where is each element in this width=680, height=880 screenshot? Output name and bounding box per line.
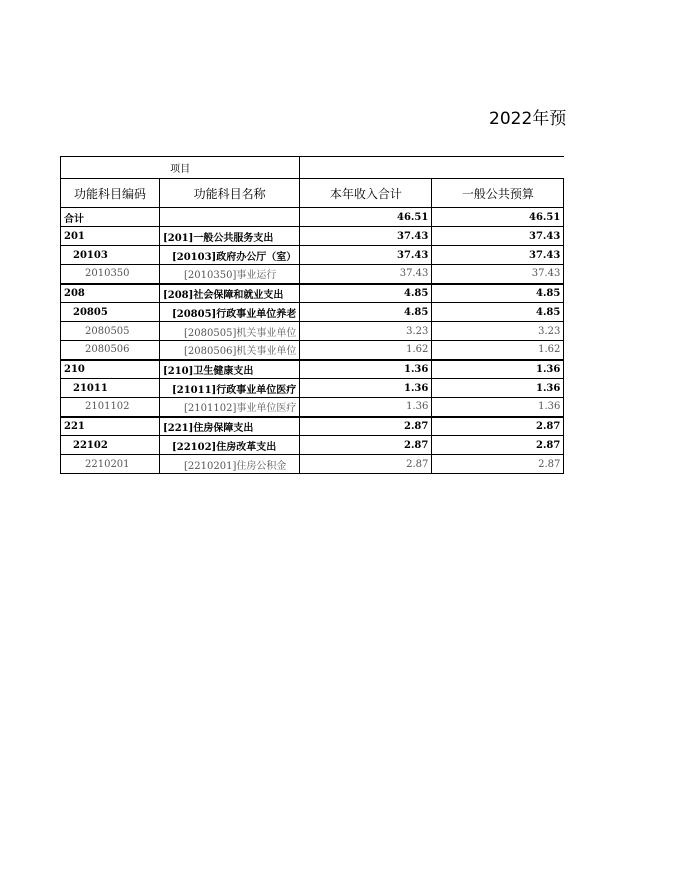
cell-general: 2.87 (432, 417, 564, 436)
cell-name: [210]卫生健康支出 (160, 360, 300, 379)
cell-code: 221 (61, 417, 160, 436)
cell-code: 2101102 (61, 398, 160, 417)
cell-code: 210 (61, 360, 160, 379)
cell-general: 37.43 (432, 265, 564, 284)
table-row (61, 265, 564, 284)
table-row (61, 398, 564, 417)
cell-general: 1.36 (432, 360, 564, 379)
cell-general: 3.23 (432, 322, 564, 341)
cell-code: 21011 (61, 379, 160, 398)
cell-total: 1.36 (300, 398, 432, 417)
cell-code: 2010350 (61, 265, 160, 284)
budget-table (60, 156, 564, 474)
cell-general: 37.43 (432, 227, 564, 246)
cell-code: 2210201 (61, 455, 160, 474)
table-row (61, 227, 564, 246)
cell-total: 4.85 (300, 303, 432, 322)
cell-general: 46.51 (432, 208, 564, 227)
cell-general: 4.85 (432, 303, 564, 322)
cell-code: 208 (61, 284, 160, 303)
cell-name (160, 208, 300, 227)
table-row (61, 208, 564, 227)
header-group-empty (300, 157, 564, 179)
cell-code: 2080505 (61, 322, 160, 341)
cell-general: 1.36 (432, 398, 564, 417)
cell-total: 1.62 (300, 341, 432, 360)
cell-name: [22102]住房改革支出 (160, 436, 300, 455)
cell-general: 4.85 (432, 284, 564, 303)
header-row-columns (61, 179, 564, 208)
header-total: 本年收入合计 (300, 179, 432, 208)
table-row (61, 455, 564, 474)
cell-total: 2.87 (300, 455, 432, 474)
cell-total: 37.43 (300, 265, 432, 284)
cell-code: 22102 (61, 436, 160, 455)
table-row (61, 360, 564, 379)
cell-name: [201]一般公共服务支出 (160, 227, 300, 246)
table-row (61, 246, 564, 265)
cell-general: 37.43 (432, 246, 564, 265)
cell-general: 1.62 (432, 341, 564, 360)
cell-name: [20805]行政事业单位养老 (160, 303, 300, 322)
cell-name: [2080505]机关事业单位 (160, 322, 300, 341)
cell-total: 37.43 (300, 246, 432, 265)
cell-general: 2.87 (432, 455, 564, 474)
header-row-group (61, 157, 564, 179)
cell-total: 1.36 (300, 360, 432, 379)
cell-total: 4.85 (300, 284, 432, 303)
cell-code: 20805 (61, 303, 160, 322)
cell-name: [20103]政府办公厅（室） (160, 246, 300, 265)
cell-code: 201 (61, 227, 160, 246)
cell-total: 1.36 (300, 379, 432, 398)
cell-total: 2.87 (300, 417, 432, 436)
cell-general: 2.87 (432, 436, 564, 455)
table-row (61, 303, 564, 322)
cell-code: 2080506 (61, 341, 160, 360)
page-title: 2022年预 (489, 109, 567, 129)
cell-name: [2080506]机关事业单位 (160, 341, 300, 360)
table-row (61, 436, 564, 455)
cell-name: [208]社会保障和就业支出 (160, 284, 300, 303)
cell-total: 37.43 (300, 227, 432, 246)
cell-code: 合计 (61, 208, 160, 227)
cell-name: [221]住房保障支出 (160, 417, 300, 436)
cell-name: [21011]行政事业单位医疗 (160, 379, 300, 398)
cell-name: [2101102]事业单位医疗 (160, 398, 300, 417)
cell-total: 2.87 (300, 436, 432, 455)
table-row (61, 379, 564, 398)
header-code: 功能科目编码 (61, 179, 160, 208)
cell-name: [2010350]事业运行 (160, 265, 300, 284)
table-row (61, 341, 564, 360)
cell-code: 20103 (61, 246, 160, 265)
table-row (61, 322, 564, 341)
cell-total: 46.51 (300, 208, 432, 227)
table-row (61, 417, 564, 436)
header-group-label: 项目 (61, 157, 300, 179)
header-name: 功能科目名称 (160, 179, 300, 208)
cell-total: 3.23 (300, 322, 432, 341)
cell-name: [2210201]住房公积金 (160, 455, 300, 474)
cell-general: 1.36 (432, 379, 564, 398)
table-body (61, 208, 564, 474)
header-general: 一般公共预算 (432, 179, 564, 208)
table-row (61, 284, 564, 303)
